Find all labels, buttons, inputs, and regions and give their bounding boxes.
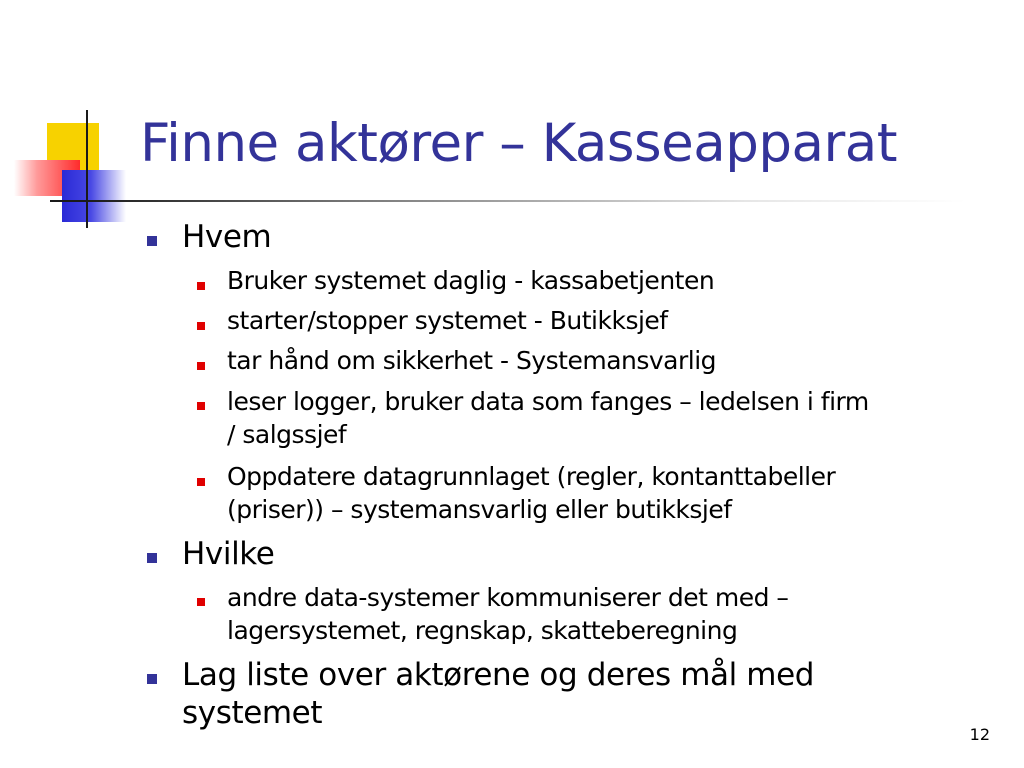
sub-bullet-oppdatere-line2: (priser)) – systemansvarlig eller butikksjef xyxy=(227,495,732,524)
bullet-lag-liste-line1: Lag liste over aktørene og deres mål med xyxy=(182,657,815,693)
bullet-square-icon xyxy=(147,553,157,563)
bullet-hvilke: Hvilke xyxy=(182,536,275,572)
sub-bullet-icon xyxy=(197,402,205,410)
slide-title: Finne aktører – Kasseapparat xyxy=(140,113,898,174)
sub-bullet-andre-line1: andre data-systemer kommuniserer det med – xyxy=(227,583,789,612)
slide-number: 12 xyxy=(969,725,990,744)
sub-bullet-logger-line2: / salgssjef xyxy=(227,420,347,449)
sub-bullet-icon xyxy=(197,598,205,606)
sub-bullet-icon xyxy=(197,282,205,290)
sub-bullet-starter: starter/stopper systemet - Butikksjef xyxy=(227,306,668,335)
bullet-hvem: Hvem xyxy=(182,219,272,255)
sub-bullet-icon xyxy=(197,478,205,486)
sub-bullet-andre-line2: lagersystemet, regnskap, skatteberegning xyxy=(227,616,738,645)
bullet-square-icon xyxy=(147,236,157,246)
bullet-lag-liste-line2: systemet xyxy=(182,695,323,731)
sub-bullet-icon xyxy=(197,362,205,370)
sub-bullet-oppdatere-line1: Oppdatere datagrunnlaget (regler, kontanttabeller xyxy=(227,462,836,491)
bullet-square-icon xyxy=(147,674,157,684)
sub-bullet-daglig: Bruker systemet daglig - kassabetjenten xyxy=(227,266,715,295)
sub-bullet-sikkerhet: tar hånd om sikkerhet - Systemansvarlig xyxy=(227,346,717,375)
sub-bullet-logger-line1: leser logger, bruker data som fanges – ledelsen i firm xyxy=(227,387,869,416)
sub-bullet-icon xyxy=(197,322,205,330)
